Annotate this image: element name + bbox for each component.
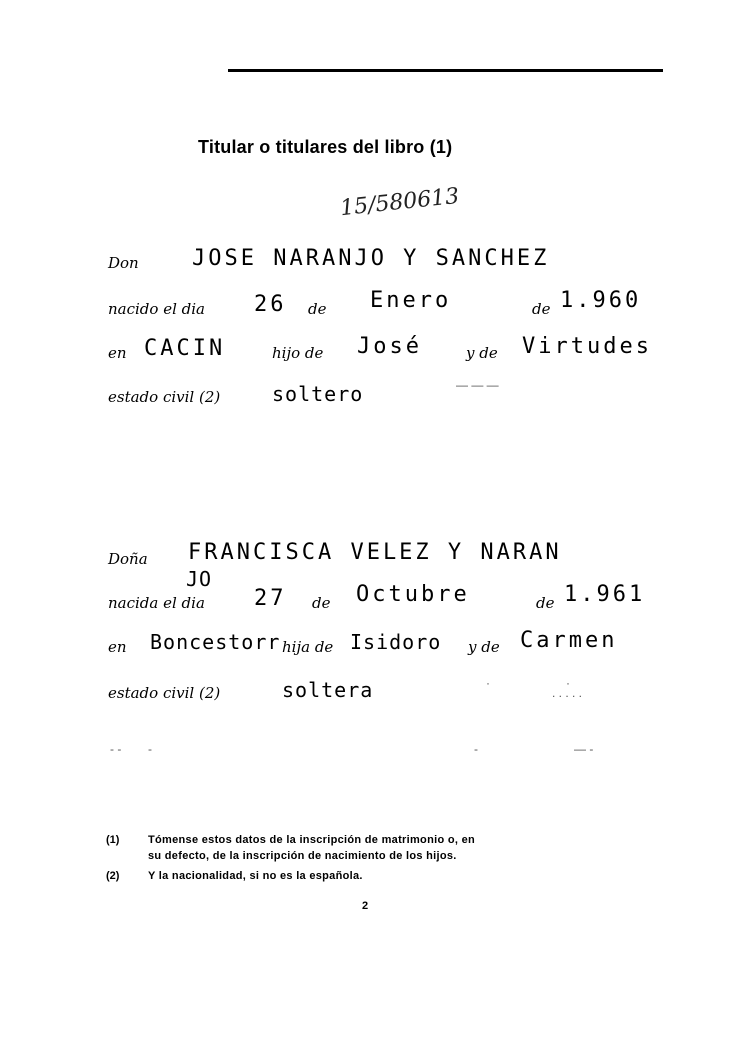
dot-mark: · xyxy=(566,676,570,690)
wife-birth-month: Octubre xyxy=(356,582,470,607)
husband-y-de-label: y de xyxy=(466,344,498,362)
husband-name: JOSE NARANJO Y SANCHEZ xyxy=(192,246,550,271)
footnote-text: Y la nacionalidad, si no es la española. xyxy=(148,870,363,882)
wife-civil-status: soltera xyxy=(282,678,374,702)
hijo-de-label: hijo de xyxy=(272,344,324,362)
wife-mother-name: Carmen xyxy=(520,628,618,653)
husband-birth-year: 1.960 xyxy=(560,288,642,313)
husband-birth-month: Enero xyxy=(370,288,452,313)
husband-civil-label: estado civil (2) xyxy=(108,388,221,406)
footnote-text: su defecto, de la inscripción de nacimiento de los hijos. xyxy=(148,850,457,862)
wife-en-label: en xyxy=(108,638,127,656)
husband-de-label-1: de xyxy=(308,300,327,318)
wife-name-line2: JO xyxy=(186,567,213,591)
husband-birth-day: 26 xyxy=(254,292,287,317)
top-rule xyxy=(228,69,663,72)
wife-birth-day: 27 xyxy=(254,586,287,611)
dot-mark: · xyxy=(486,676,490,690)
dash-mark: - - xyxy=(110,742,122,756)
wife-birth-year: 1.961 xyxy=(564,582,646,607)
wife-born-label: nacida el dia xyxy=(108,594,205,612)
wife-de-label-2: de xyxy=(536,594,555,612)
husband-father-name: José xyxy=(357,334,422,359)
husband-born-label: nacido el dia xyxy=(108,300,205,318)
husband-birth-place: CACIN xyxy=(144,336,226,361)
don-label: Don xyxy=(108,254,139,272)
dona-label: Doña xyxy=(108,550,148,568)
page-number: 2 xyxy=(362,900,369,912)
husband-mother-name: Virtudes xyxy=(522,334,652,359)
wife-birth-place: Boncestorr xyxy=(150,630,281,654)
wife-de-label-1: de xyxy=(312,594,331,612)
footnote-mark: (1) xyxy=(106,834,120,846)
dash-mark: — - xyxy=(574,742,594,756)
dash-mark: - xyxy=(148,742,152,756)
registry-number: 15/580613 xyxy=(339,183,461,222)
wife-y-de-label: y de xyxy=(468,638,500,656)
husband-civil-status: soltero xyxy=(272,382,364,406)
wife-civil-label: estado civil (2) xyxy=(108,684,221,702)
dot-mark: . . . . . xyxy=(552,686,583,700)
husband-en-label: en xyxy=(108,344,127,362)
husband-de-label-2: de xyxy=(532,300,551,318)
footnote-mark: (2) xyxy=(106,870,120,882)
page-title: Titular o titulares del libro (1) xyxy=(198,137,453,157)
footnote-text: Tómense estos datos de la inscripción de matrimonio o, en xyxy=(148,834,476,846)
wife-name-line1: FRANCISCA VELEZ Y NARAN xyxy=(188,540,562,565)
wife-father-name: Isidoro xyxy=(350,630,442,654)
dash-mark: — — — xyxy=(456,378,499,392)
dash-mark: - xyxy=(474,742,478,756)
hija-de-label: hija de xyxy=(282,638,334,656)
